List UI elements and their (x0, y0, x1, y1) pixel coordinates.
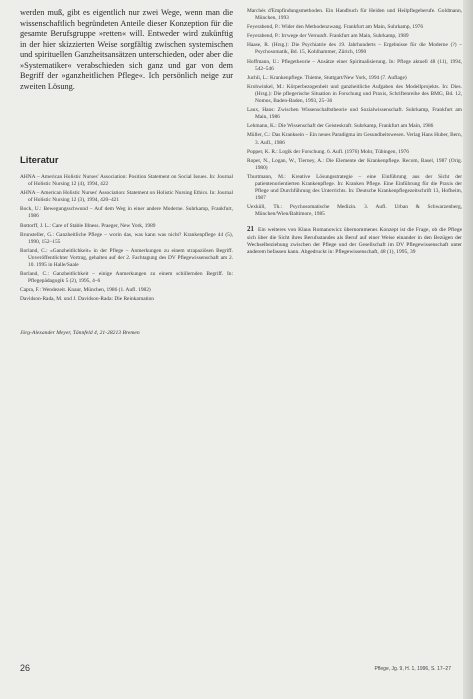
references-right (247, 8, 462, 218)
author-address: Jörg-Alexander Meyer, Tännfeld 4, 21-28213 Bremen (20, 329, 140, 336)
intro-text (20, 8, 233, 92)
reference-item: Juchli, L.: Krankenpflege. Thieme, Stuttgart/New York, 1994 (7. Auflage) (247, 74, 407, 81)
reference-item: Uexküll, Th.: Psychosomatische Medizin. 3. Aufl. Urban & Schwarzenberg, München/Wien/Baltimore, 1985 (247, 204, 462, 218)
references-left (20, 174, 233, 304)
left-column (20, 8, 233, 336)
footnote (247, 226, 462, 256)
reference-item: Bottorff, J. L.: Care of Stable Illness. Praeger, New York, 1989 (20, 222, 156, 229)
reference-item: Brunsteller, G.: Ganzheitliche Pflege – worin das, was kann was nicht? Krankenpflege 44 (5), 1990, 152–155 (20, 231, 233, 245)
right-column (247, 8, 462, 256)
reference-item: Lehmann, K.: Die Wissenschaft der Geisteskraft. Suhrkamp, Frankfurt am Main, 1986 (247, 123, 434, 130)
reference-item: Feyerabend, P.: Wider den Methodenzwang. Frankfurt am Main, Suhrkamp, 1976 (247, 24, 424, 31)
page-number: 26 (20, 663, 31, 673)
reference-item: Laux, Hans: Zwischen Wissenschaftstheorie und Sozialwissenschaft. Suhrkamp, Frankfurt am Main, 1986 (247, 107, 462, 121)
literature-heading: Literatur (20, 155, 59, 166)
reference-item: Borland, C.: Ganzheitlichkeit – einige Anmerkungen zu einem schillernden Begriff. In: Pflegepädagogik 5 (2), 1995, 4–6 (20, 271, 233, 285)
reference-item: AHNA – American Holistic Nurses' Association: Position Statement on Social Issues. In: Journal of Holistic Nursing 12 (4), 1994, 422 (20, 174, 233, 188)
intro-paragraph: werden muß, gibt es eigentlich nur zwei Wege, wenn man die wissenschaftlich begründeten Anteile dieser Konzeption für die gesamte Berufsgruppe »retten« will. Entweder wird zukünftig in der hier skizzierten Weise sorgfältig zwischen systemischen und spirituellen Ganzheitsansätzen unterschieden, oder aber die »Systematiker« verabschieden sich ganz und gar von dem Begriff der »ganzheitlichen Pflege«. Ich persönlich neige zur zweiten Lösung. (20, 8, 233, 91)
reference-item: Capra, F.: Wendezeit. Knaur, München, 1986 (1. Aufl. 1982) (20, 287, 151, 294)
reference-item: Borland, C.: »Ganzheitlichkeit« in der Pflege – Anmerkungen zu einem strapaziösen Begriff. Unveröffentlichter Vortrag, gehalten auf der 2. Fachtagung des DV Pflegewissenschaft am 2. 10. 1995 in Halle/Saale (20, 247, 233, 269)
journal-citation: Pflege, Jg. 9, H. 1, 1996, S. 17–27 (374, 666, 451, 672)
reference-item: AHNA – American Holistic Nurses' Association: Statement on Holistic Nursing Ethics. In: Journal of Holistic Nursing 12 (3), 1994, 420–421 (20, 190, 233, 204)
page-edge-shadow (463, 0, 473, 699)
reference-item: Hoffmann, U.: Pflegetheorie – Ansätze einer Spiritualisierung. In: Pflege aktuell 48 (11), 1994, 542–546 (247, 58, 462, 72)
reference-item: Bock, U.: Bewegungsschwund – Auf dem Weg in einer andere Moderne. Suhrkamp, Frankfurt, 1986 (20, 206, 233, 220)
reference-item: Roper, N., Logan, W., Tierney, A.: Die Elemente der Krankenpflege. Recom, Basel, 1987 (Orig. 1980) (247, 157, 462, 171)
reference-item: Krohwinkel, M.: Körperbezogenheit und ganzheitliche Aufgaben des Modellprojekts. In: Dies. (Hrsg.): Die pflegerische Situation in Forschung und Praxis, Schriftenreihe des BMG, Bd. 12, Nomos, Baden-Baden, 1993, 25–36 (247, 83, 462, 105)
footnote-number: 21 (247, 225, 254, 234)
reference-item: Feyerabend, P.: Irrwege der Vernunft. Frankfurt am Main, Suhrkamp, 1989 (247, 33, 409, 40)
reference-item: Popper, K. R.: Logik der Forschung. 6. Aufl. (1976) Mohr, Tübingen, 1976 (247, 148, 409, 155)
reference-item: Marchés d'Empfindungsmethoden. Ein Handbuch für Heiden und Heilpflegeberufe. Goldmann, München, 1993 (247, 8, 462, 22)
reference-item: Müller, C.: Das Kranksein – Ein neues Paradigma im Gesundheitswesen. Verlag Hans Huber, Bern, 3. Aufl., 1986 (247, 132, 462, 146)
reference-item: Davidson-Rada, M. und J. Davidson-Rada: Die Reinkarnation (20, 296, 154, 303)
reference-item: Thurtmann, M.: Kreative Lösungsstrategie – eine Einführung aus der Sicht der patientenorientierten Krankenpflege. In: Kranken Pflege. Eine Einführung für die Praxis der Pflege und Durchführung des Unterrichts. In: Deutsche Krankenpflegezeitschrift 13, Hofheim, 1987 (247, 173, 462, 202)
footnote-text: Ein weiteres von Klaus Romanowicz übernommenes Konzept ist die Frage, ob die Pflege sich über die Sicht ihres Berufsstandes als Beruf auf einer Weise einander in den Bezügen der Wechselbeziehung zwischen der Pflege und der Gesellschaft im DV Pflegewissenschaft unter anderem befassen kann. Abgedruckt in: Pflegewissenschaft, 48 (1), 1995, 39 (247, 227, 463, 256)
reference-item: Haase, R. (Hrsg.): Die Psychiatrie des 19. Jahrhunderts – Ergebnisse für die Moderne (?) – Psychosomatik, Bd. 15, Kohlhammer, Zürich, 1990 (247, 42, 462, 56)
